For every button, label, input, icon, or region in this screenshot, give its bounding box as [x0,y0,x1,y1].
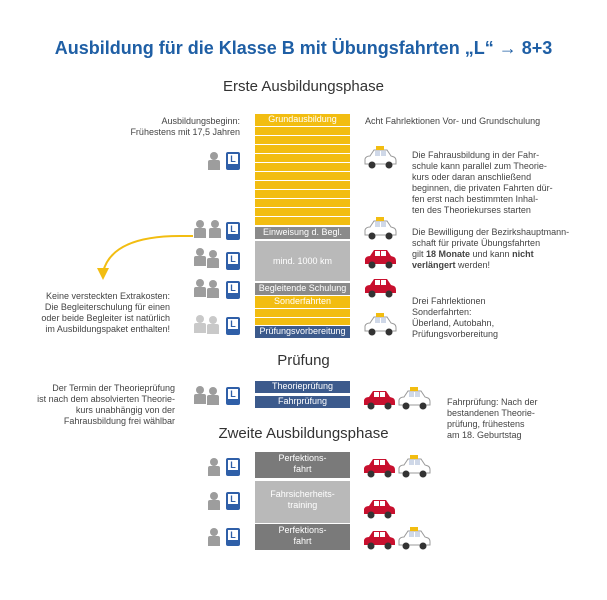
parallel-right-text: Die Fahrausbildung in der Fahr- schule kann parallel zum Theorie- kurs oder daran anschließend beginnen, die privaten Fahrten dür- fen erst nach bestimmten Inhal- ten des Theoriekurses starten [412,150,553,215]
bar-fahrpruefung: Fahrprüfung [255,396,350,408]
person-icon [208,492,220,510]
learner-l-icon [226,317,240,335]
red-car-icon [365,250,396,269]
bar-grundausbildung: Grundausbildung [255,114,350,126]
theorie-termin-text: Der Termin der Theorieprüfung ist nach dem absolvierten Theorie- kurs unabhängig von der Fahrausbildung frei wählbar [37,383,175,426]
person-icon [207,316,219,334]
learner-l-icon [226,152,240,170]
page-title: Ausbildung für die Klasse B mit Übungsfahrten „L“ → 8+3 [54,38,553,58]
bar-1000km: mind. 1000 km [255,241,350,281]
person-icon [207,280,219,298]
person-icon [207,250,219,268]
sonderfahrten-text: Drei Fahrlektionen Sonderfahrten: Überland, Autobahn, Prüfungsvorbereitung [412,296,499,339]
bar-einweisung: Einweisung d. Begl. [255,227,350,239]
red-car-icon [364,500,395,519]
pruefung-heading: Prüfung [277,352,330,369]
bar-perfektionsfahrt-1: Perfektions- fahrt [255,452,350,478]
person-icon [208,458,220,476]
extrakosten-text: Keine versteckten Extrakosten: Die Begleiterschulung für einen oder beide Begleiter ist natürlich im Ausbildungspaket enthalten! [41,291,170,334]
start-left-text: Ausbildungsbeginn: Frühestens mit 17,5 Jahren [130,116,240,137]
learner-l-icon [226,252,240,270]
bewilligung-text: Die Bewilligung der Bezirkshauptmann- schaft für private Übungsfahrten gilt 18 Monate und kann nicht verlängert werden! [412,227,570,270]
learner-l-icon [226,222,240,240]
curved-arrow-icon [97,236,193,280]
learner-l-icon [226,281,240,299]
bar-sonderfahrten: Sonderfahrten [255,296,350,308]
person-icon [194,315,206,333]
driving-school-car-icon [365,146,396,169]
bar-perfektionsfahrt-2: Perfektions- fahrt [255,524,350,550]
bar-fahrsicherheitstraining: Fahrsicherheits- training [255,481,350,523]
driving-school-car-icon [399,387,430,410]
bar-pruefungsvorbereitung: Prüfungsvorbereitung [255,326,350,338]
driving-school-car-icon [365,217,396,240]
bar-theoriepruefung: Theorieprüfung [255,381,350,393]
start-right-text: Acht Fahrlektionen Vor- und Grundschulung [365,116,541,126]
learner-l-icon [226,528,240,546]
learner-l-icon [226,492,240,510]
bar-begleitende-schulung: Begleitende Schulung [255,283,350,295]
red-car-icon [365,279,396,298]
driving-school-car-icon [399,455,430,478]
red-car-icon [364,459,395,478]
person-icon [194,220,206,238]
person-icon [194,248,206,266]
person-icon [194,279,206,297]
learner-l-icon [226,458,240,476]
person-icon [207,387,219,405]
person-icon [194,386,206,404]
phase2-heading: Zweite Ausbildungsphase [218,425,389,442]
person-icon [209,220,221,238]
red-car-icon [364,531,395,550]
phase1-heading: Erste Ausbildungsphase [223,78,384,95]
learner-l-icon [226,387,240,405]
red-car-icon [364,391,395,410]
driving-school-car-icon [365,313,396,336]
driving-school-car-icon [399,527,430,550]
fahrpruefung-text: Fahrprüfung: Nach der bestandenen Theorie- prüfung, frühestens am 18. Geburtstag [447,397,538,440]
person-icon [208,528,220,546]
person-icon [208,152,220,170]
